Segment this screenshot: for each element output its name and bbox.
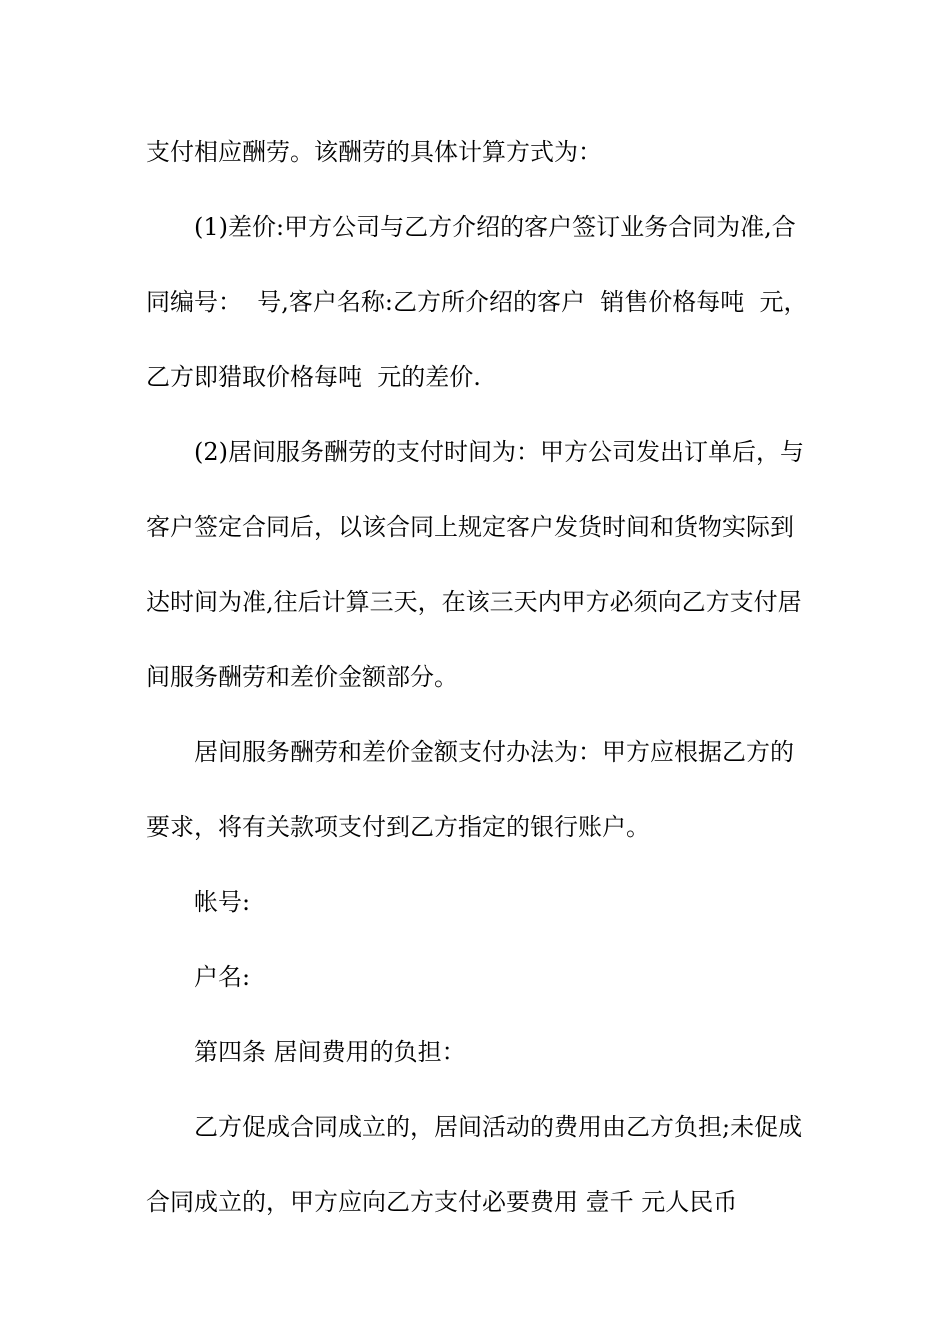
text-line: (2)居间服务酬劳的支付时间为：甲方公司发出订单后，与 — [194, 438, 804, 466]
text-line: 客户签定合同后，以该合同上规定客户发货时间和货物实际到 — [146, 513, 794, 541]
text-line: 支付相应酬劳。该酬劳的具体计算方式为： — [146, 138, 602, 166]
text-line: 合同成立的，甲方应向乙方支付必要费用 壹千 元人民币 — [146, 1188, 738, 1216]
account-name-label: 户名: — [194, 963, 251, 991]
text-line: (1)差价:甲方公司与乙方介绍的客户签订业务合同为准,合 — [194, 213, 796, 241]
text-line: 乙方即猎取价格每吨 元的差价. — [146, 363, 481, 391]
article-heading: 第四条 居间费用的负担： — [194, 1038, 466, 1066]
text-line: 达时间为准,往后计算三天，在该三天内甲方必须向乙方支付居 — [146, 588, 802, 616]
account-number-label: 帐号: — [194, 888, 251, 916]
text-line: 间服务酬劳和差价金额部分。 — [146, 663, 458, 691]
text-line: 乙方促成合同成立的，居间活动的费用由乙方负担;未促成 — [194, 1113, 803, 1141]
text-line: 居间服务酬劳和差价金额支付办法为：甲方应根据乙方的 — [194, 738, 794, 766]
text-line: 要求，将有关款项支付到乙方指定的银行账户。 — [146, 813, 650, 841]
text-line: 同编号： 号,客户名称:乙方所介绍的客户 销售价格每吨 元， — [146, 288, 808, 316]
